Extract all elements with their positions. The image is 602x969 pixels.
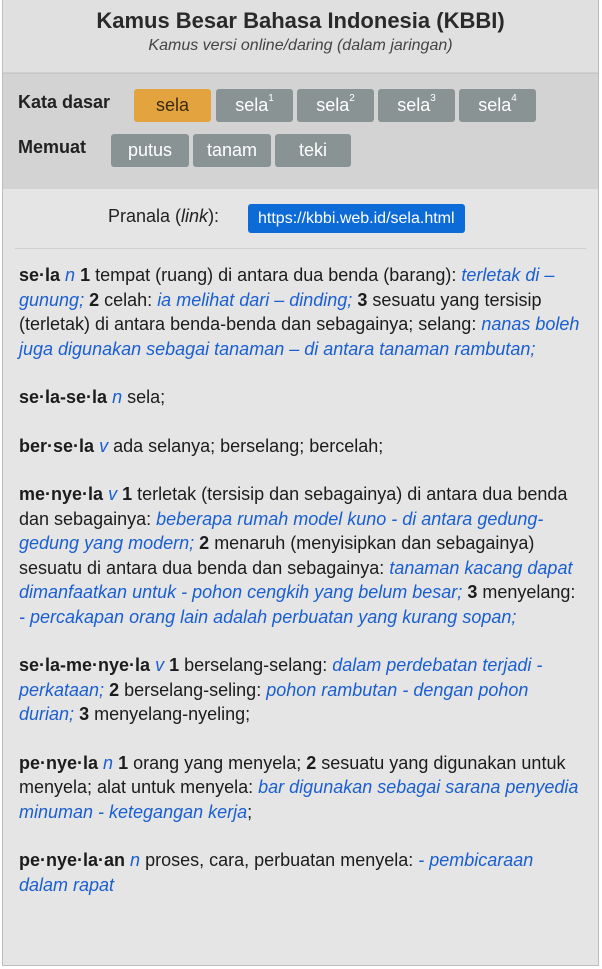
sense-number: 1 (118, 752, 129, 773)
chip-sela[interactable]: sela (134, 89, 211, 122)
sense-definition: ada selanya; berselang; bercelah; (113, 435, 384, 456)
entry-part-of-speech: v (108, 484, 118, 504)
sense-number: 3 (467, 582, 478, 602)
memuat-label: Memuat (18, 137, 87, 157)
sense-definition: menaruh (menyisipkan dan sebagainya) sesuatu di antara dua benda dan sebagainya: (19, 533, 535, 578)
pranala-label: Pranala (link): (108, 206, 220, 226)
chip-sela-1[interactable]: sela$^1$ (216, 89, 293, 122)
dictionary-entries (3, 249, 598, 897)
sense-example: pohon rambutan - dengan pohon durian; (19, 679, 529, 724)
entry-headword: se·la-se·la (19, 387, 108, 407)
sense-number: 2 (306, 752, 317, 773)
chip-sela-4[interactable]: sela$^4$ (459, 89, 536, 122)
dictionary-entry (19, 263, 582, 361)
page-subtitle: Kamus versi online/daring (dalam jaringan) (148, 37, 453, 54)
sense-definition: menyelang-nyeling; (94, 704, 251, 724)
sense-definition: sela; (127, 387, 166, 407)
dictionary-entry (19, 385, 582, 410)
sense-example: beberapa rumah model kuno - di antara gedung-gedung yang modern; (19, 508, 544, 553)
sense-definition: berselang-seling: (124, 679, 262, 700)
sense-number: 1 (122, 484, 133, 504)
entry-part-of-speech: n (112, 387, 123, 407)
entry-part-of-speech: n (65, 265, 76, 285)
entry-part-of-speech: n (103, 752, 114, 773)
sense-punctuation: ; (247, 801, 253, 822)
word-navigation (3, 73, 598, 189)
chip-putus[interactable]: putus (111, 134, 189, 167)
sense-example: bar digunakan sebagai sarana penyedia minuman - ketegangan kerja (19, 777, 579, 822)
chip-tanam[interactable]: tanam (193, 134, 271, 167)
sense-definition: tempat (ruang) di antara dua benda (barang): (95, 265, 457, 285)
entry-headword: pe·nye·la·an (19, 850, 126, 870)
sense-number: 2 (109, 679, 120, 700)
kata-dasar-label: Kata dasar (18, 92, 111, 112)
sense-number: 2 (89, 289, 100, 310)
sense-number: 3 (357, 289, 368, 310)
sense-number: 2 (199, 533, 210, 553)
chip-teki[interactable]: teki (275, 134, 351, 167)
sense-definition: sesuatu yang tersisip (terletak) di antara benda-benda dan sebagainya; selang: (19, 289, 542, 334)
page-header (3, 0, 598, 73)
dictionary-entry (19, 653, 582, 727)
sense-definition: orang yang menyela; (133, 752, 302, 773)
dictionary-entry (19, 751, 582, 825)
entry-headword: pe·nye·la (19, 752, 99, 773)
sense-definition: menyelang: (482, 582, 576, 602)
sense-example: terletak di – gunung; (19, 265, 555, 310)
sense-example: - pembicaraan dalam rapat (19, 850, 534, 895)
dictionary-entry (19, 848, 582, 897)
sense-example: tanaman kacang dapat dimanfaatkan untuk - pohon cengkih yang belum besar; (19, 557, 573, 602)
page-title: Kamus Besar Bahasa Indonesia (KBBI) (96, 8, 505, 33)
sense-definition: berselang-selang: (184, 655, 328, 675)
sense-example: nanas boleh juga digunakan sebagai tanaman – di antara tanaman rambutan; (19, 314, 580, 359)
kbbi-page (2, 0, 599, 966)
entry-headword: ber·se·la (19, 435, 95, 456)
entry-part-of-speech: n (130, 850, 141, 870)
sense-definition: celah: (104, 289, 153, 310)
entry-part-of-speech: v (155, 655, 165, 675)
entry-headword: se·la-me·nye·la (19, 655, 151, 675)
sense-example: ia melihat dari – dinding; (157, 289, 353, 310)
sense-definition: proses, cara, perbuatan menyela: (145, 850, 414, 870)
sense-example: dalam perdebatan terjadi - perkataan; (19, 655, 543, 700)
chip-sela-3[interactable]: sela$^3$ (378, 89, 455, 122)
entry-headword: se·la (19, 265, 61, 285)
sense-number: 1 (169, 655, 180, 675)
sense-definition: sesuatu yang digunakan untuk menyela; alat untuk menyela: (19, 752, 566, 797)
sense-number: 3 (79, 704, 90, 724)
sense-definition: terletak (tersisip dan sebagainya) di antara dua benda dan sebagainya: (19, 484, 568, 529)
dictionary-entry (19, 434, 582, 459)
entry-part-of-speech: v (99, 435, 109, 456)
dictionary-entry (19, 482, 582, 629)
entry-headword: me·nye·la (19, 484, 104, 504)
pranala-url-link[interactable]: https://kbbi.web.id/sela.html (248, 204, 465, 233)
pranala-row (15, 189, 586, 249)
chip-sela-2[interactable]: sela$^2$ (297, 89, 374, 122)
sense-number: 1 (80, 265, 91, 285)
sense-example: - percakapan orang lain adalah perbuatan yang kurang sopan; (19, 606, 517, 627)
